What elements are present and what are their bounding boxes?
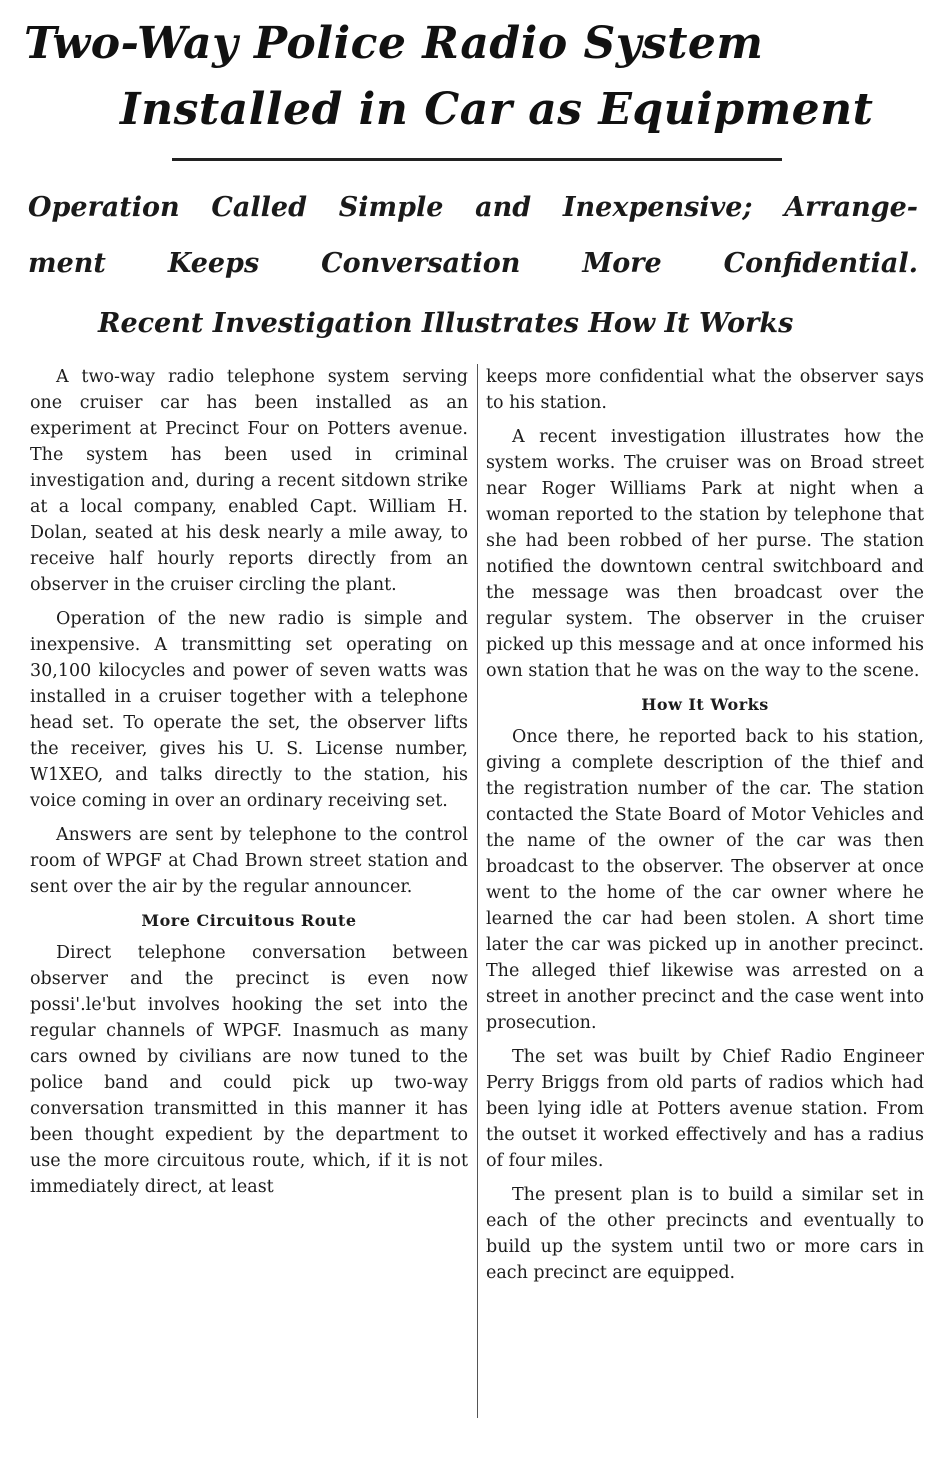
deck-line-3: Recent Investigation Illustrates How It Works <box>98 308 794 339</box>
paragraph: Answers are sent by telephone to the control room of WPGF at Chad Brown street station and sent over the air by the regular announcer. <box>30 825 468 897</box>
deck-line-2: ment Keeps Conversation More Confidential. <box>28 248 918 279</box>
paragraph: A recent investigation illustrates how the system works. The cruiser was on Broad street near Roger Williams Park at night when a woman reported to the station by telephone that she had been robbed of her purse. The station notified the downtown central switchboard and the message was then broadcast over the regular system. The observer in the cruiser picked up this message and at once informed his own station that he was on the way to the scene. <box>486 427 924 681</box>
paragraph: Once there, he reported back to his station, giving a complete description of the thief and the registration number of the car. The station contacted the State Board of Motor Vehicles and the name of the owner of the car was then broadcast to the observer. The observer at once went to the home of the car owner where he learned the car had been stolen. A short time later the car was picked up in another precinct. The alleged thief likewise was arrested on a street in another precinct and the case went into prosecution. <box>486 727 924 1033</box>
subheading-how-it-works: How It Works <box>641 695 769 714</box>
deck-line-1: Operation Called Simple and Inexpensive; Arrange- <box>28 192 918 223</box>
headline-rule <box>172 158 782 161</box>
headline-line-2: Installed in Car as Equipment <box>120 84 874 135</box>
headline-line-1: Two-Way Police Radio System <box>24 18 764 69</box>
paragraph-continued: keeps more confidential what the observer says to his station. <box>486 367 924 413</box>
paragraph: Operation of the new radio is simple and inexpensive. A transmitting set operating on 30,100 kilocycles and power of seven watts was installed in a cruiser together with a telephone head set. To operate the set, the observer lifts the receiver, gives his U. S. License number, W1XEO, and talks directly to the station, his voice coming in over an ordinary receiving set. <box>30 609 468 811</box>
paragraph: Direct telephone conversation between observer and the precinct is even now possi'.le'but involves hooking the set into the regular channels of WPGF. Inasmuch as many cars owned by civilians are now tuned to the police band and could pick up two-way conversation transmitted in this manner it has been thought expedient by the department to use the more circuitous route, which, if it is not immediately direct, at least <box>30 943 468 1197</box>
article-column-2 <box>486 364 924 1294</box>
article-column-1 <box>30 364 468 1208</box>
paragraph: The set was built by Chief Radio Engineer Perry Briggs from old parts of radios which had been lying idle at Potters avenue station. From the outset it worked effectively and has a radius of four miles. <box>486 1047 924 1171</box>
paragraph: A two-way radio telephone system serving one cruiser car has been installed as an experiment at Precinct Four on Potters avenue. The system has been used in criminal investigation and, during a recent sitdown strike at a local company, enabled Capt. William H. Dolan, seated at his desk nearly a mile away, to receive half hourly reports directly from an observer in the cruiser circling the plant. <box>30 367 468 595</box>
column-divider <box>477 364 478 1418</box>
paragraph: The present plan is to build a similar set in each of the other precincts and eventually to build up the system until two or more cars in each precinct are equipped. <box>486 1185 924 1283</box>
subheading-more-circuitous-route: More Circuitous Route <box>141 911 357 930</box>
